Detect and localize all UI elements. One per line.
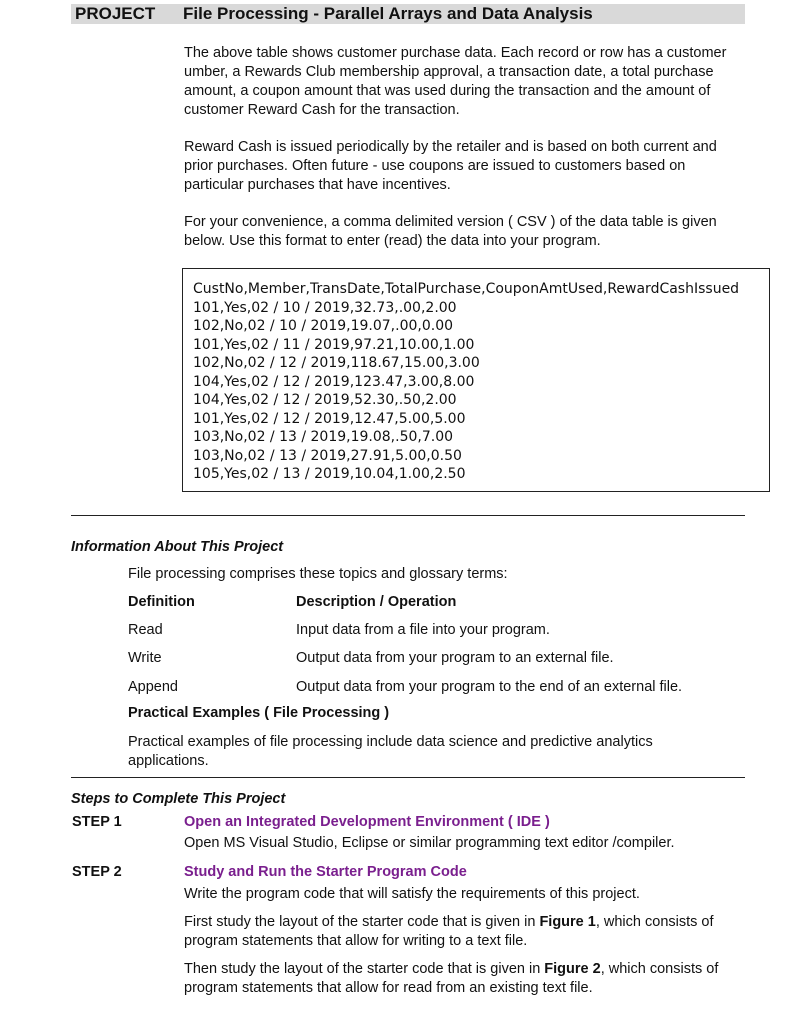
csv-header-line: CustNo,Member,TransDate,TotalPurchase,CouponAmtUsed,RewardCashIssued — [193, 281, 740, 297]
practical-examples-text: Practical examples of file processing include data science and predictive analytics applications. — [128, 734, 653, 769]
definition-term: Write — [128, 650, 162, 666]
step-2-text-2 — [184, 913, 744, 951]
csv-line: 105,Yes,02 / 13 / 2019,10.04,1.00,2.50 — [193, 466, 466, 482]
description-column-header: Description / Operation — [296, 594, 457, 610]
step-2-text-2-part: , which consists of program statements that allow for writing to a text file. — [184, 914, 714, 949]
intro-paragraph-1: The above table shows customer purchase data. Each record or row has a customer umber, a Rewards Club membership approval, a transaction date, a total purchase amount, a coupon amount that was used during the transaction and the amount of customer Reward Cash for the transaction. — [184, 45, 727, 118]
step-1-text: Open MS Visual Studio, Eclipse or similar programming text editor /compiler. — [184, 835, 675, 851]
step-2-label: STEP 2 — [72, 864, 122, 880]
step-2-text-2-part: First study the layout of the starter code that is given in — [184, 914, 540, 930]
csv-line: 101,Yes,02 / 11 / 2019,97.21,10.00,1.00 — [193, 336, 475, 353]
step-1-title: Open an Integrated Development Environment ( IDE ) — [184, 814, 550, 830]
definition-description: Output data from your program to the end of an external file. — [296, 679, 683, 695]
csv-line: 101,Yes,02 / 12 / 2019,12.47,5.00,5.00 — [193, 410, 466, 427]
definition-header-row — [128, 594, 748, 614]
intro-paragraph-2: Reward Cash is issued periodically by the retailer and is based on both current and prior purchases. Often future - use coupons are issued to customers based on particular purchases that have incentives. — [184, 139, 717, 193]
definition-description: Input data from a file into your program. — [296, 622, 550, 638]
csv-line: 104,Yes,02 / 12 / 2019,123.47,3.00,8.00 — [193, 373, 475, 390]
definition-row — [128, 622, 748, 642]
step-2-text-1: Write the program code that will satisfy the requirements of this project. — [184, 886, 640, 902]
csv-line: 102,No,02 / 12 / 2019,118.67,15.00,3.00 — [193, 355, 480, 371]
practical-examples-title: Practical Examples ( File Processing ) — [128, 705, 390, 721]
steps-heading: Steps to Complete This Project — [71, 791, 286, 807]
csv-data-box — [182, 268, 770, 492]
definition-description: Output data from your program to an external file. — [296, 650, 614, 666]
csv-line: 101,Yes,02 / 10 / 2019,32.73,.00,2.00 — [193, 299, 457, 316]
definition-column-header: Definition — [128, 594, 195, 610]
csv-lines — [193, 280, 739, 484]
info-intro: File processing comprises these topics and glossary terms: — [128, 566, 508, 582]
csv-line: 104,Yes,02 / 12 / 2019,52.30,.50,2.00 — [193, 392, 457, 408]
step-2-text-3-part: Then study the layout of the starter code that is given in — [184, 961, 545, 977]
definition-term: Append — [128, 679, 178, 695]
csv-line: 103,No,02 / 13 / 2019,19.08,.50,7.00 — [193, 429, 454, 445]
step-1-label: STEP 1 — [72, 814, 122, 830]
project-header — [71, 4, 745, 24]
definition-row — [128, 679, 748, 699]
step-2-text-3-part: , which consists of program statements that allow for read from an existing text file. — [184, 961, 719, 996]
step-2-text-3 — [184, 960, 744, 998]
csv-line: 103,No,02 / 13 / 2019,27.91,5.00,0.50 — [193, 447, 462, 464]
figure-1-reference: Figure 1 — [539, 914, 596, 930]
csv-line: 102,No,02 / 10 / 2019,19.07,.00,0.00 — [193, 318, 454, 334]
definition-row — [128, 650, 748, 670]
intro-paragraph-3: For your convenience, a comma delimited version ( CSV ) of the data table is given below. Use this format to enter (read) the data into your program. — [184, 214, 717, 249]
info-heading: Information About This Project — [71, 539, 284, 555]
definition-term: Read — [128, 622, 163, 638]
figure-2-reference: Figure 2 — [544, 961, 601, 977]
project-title: File Processing - Parallel Arrays and Data Analysis — [183, 4, 593, 23]
project-label: PROJECT — [75, 4, 156, 23]
step-2-title: Study and Run the Starter Program Code — [184, 864, 467, 880]
section-divider — [71, 515, 745, 516]
section-divider — [71, 777, 745, 778]
